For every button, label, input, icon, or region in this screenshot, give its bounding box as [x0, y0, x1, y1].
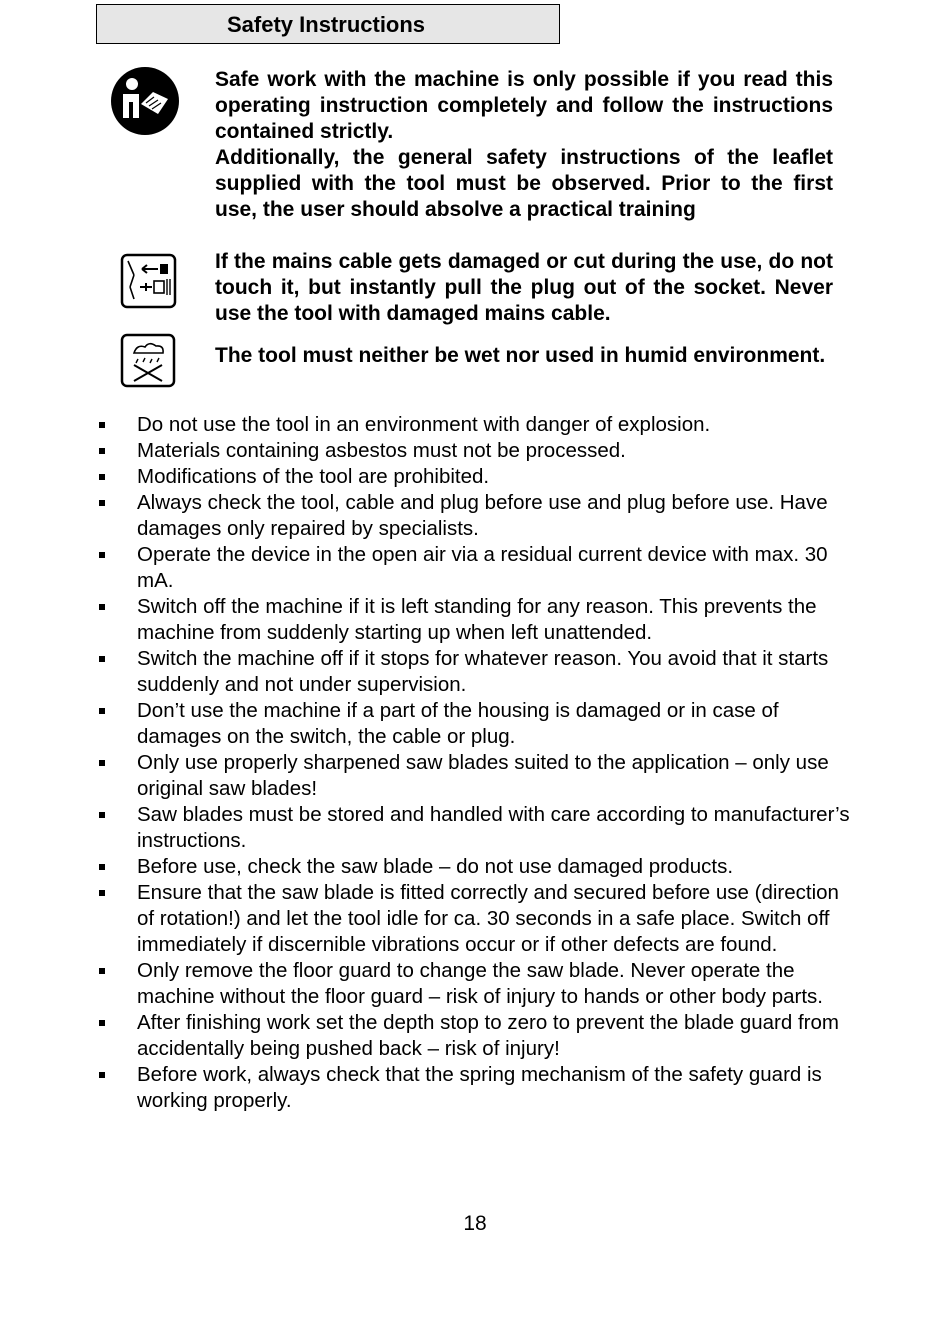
warning-paragraph: Safe work with the machine is only possible if you read this operating instruction completely and follow the instructions contained strictly. — [215, 68, 833, 143]
warning-humid-environment — [215, 343, 833, 369]
bullet-icon — [99, 422, 105, 428]
list-item-text: Switch off the machine if it is left standing for any reason. This prevents the machine from suddenly starting up when left unattended. — [137, 595, 817, 644]
list-item-text: Do not use the tool in an environment with danger of explosion. — [137, 413, 711, 436]
bullet-icon — [99, 656, 105, 662]
bullet-icon — [99, 708, 105, 714]
list-item-text: Always check the tool, cable and plug before use and plug before use. Have damages only repaired by specialists. — [137, 491, 828, 540]
list-item-text: Before work, always check that the spring mechanism of the safety guard is working properly. — [137, 1063, 822, 1112]
section-title: Safety Instructions — [227, 12, 426, 37]
bullet-icon — [99, 890, 105, 896]
list-item — [96, 750, 856, 802]
list-item — [96, 1062, 856, 1114]
list-item — [96, 464, 856, 490]
bullet-icon — [99, 448, 105, 454]
bullet-icon — [99, 604, 105, 610]
list-item — [96, 1010, 856, 1062]
list-item — [96, 698, 856, 750]
unplug-icon — [120, 253, 177, 309]
list-item — [96, 542, 856, 594]
list-item — [96, 438, 856, 464]
bullet-icon — [99, 1072, 105, 1078]
bullet-icon — [99, 552, 105, 558]
list-item-text: Modifications of the tool are prohibited. — [137, 465, 490, 488]
warning-read-manual — [215, 67, 833, 223]
list-item — [96, 802, 856, 854]
bullet-icon — [99, 474, 105, 480]
page-number: 18 — [463, 1212, 487, 1235]
list-item — [96, 880, 856, 958]
list-item — [96, 490, 856, 542]
bullet-icon — [99, 1020, 105, 1026]
warning-paragraph: If the mains cable gets damaged or cut during the use, do not touch it, but instantly pull the plug out of the socket. Never use the tool with damaged mains cable. — [215, 250, 833, 325]
list-item — [96, 646, 856, 698]
bullet-icon — [99, 864, 105, 870]
bullet-icon — [99, 760, 105, 766]
read-manual-icon — [108, 66, 182, 136]
list-item — [96, 854, 856, 880]
warning-paragraph: Additionally, the general safety instructions of the leaflet supplied with the tool must be observed. Prior to the first use, the user should absolve a practical training — [215, 146, 833, 221]
list-item-text: Only use properly sharpened saw blades suited to the application – only use original saw blades! — [137, 751, 829, 800]
list-item-text: Switch the machine off if it stops for whatever reason. You avoid that it starts suddenly and not under supervision. — [137, 647, 829, 696]
no-rain-icon — [120, 333, 176, 388]
list-item-text: Ensure that the saw blade is fitted correctly and secured before use (direction of rotation!) and let the tool idle for ca. 30 seconds in a safe place. Switch off immediately if discernible vibrations occur or if other defects are found. — [137, 881, 839, 956]
list-item-text: Before use, check the saw blade – do not use damaged products. — [137, 855, 734, 878]
list-item-text: Don’t use the machine if a part of the housing is damaged or in case of damages on the switch, the cable or plug. — [137, 699, 779, 748]
section-title-box — [96, 4, 560, 44]
list-item-text: After finishing work set the depth stop to zero to prevent the blade guard from accidentally being pushed back – risk of injury! — [137, 1011, 839, 1060]
list-item-text: Saw blades must be stored and handled with care according to manufacturer’s instructions. — [137, 803, 850, 852]
bullet-icon — [99, 968, 105, 974]
list-item-text: Only remove the floor guard to change the saw blade. Never operate the machine without the floor guard – risk of injury to hands or other body parts. — [137, 959, 823, 1008]
bullet-icon — [99, 500, 105, 506]
safety-bullet-list — [96, 412, 856, 1114]
list-item-text: Operate the device in the open air via a residual current device with max. 30 mA. — [137, 543, 828, 592]
list-item — [96, 412, 856, 438]
list-item — [96, 958, 856, 1010]
list-item — [96, 594, 856, 646]
bullet-icon — [99, 812, 105, 818]
warning-paragraph: The tool must neither be wet nor used in humid environment. — [215, 344, 826, 367]
list-item-text: Materials containing asbestos must not be processed. — [137, 439, 626, 462]
warning-mains-cable — [215, 249, 833, 327]
